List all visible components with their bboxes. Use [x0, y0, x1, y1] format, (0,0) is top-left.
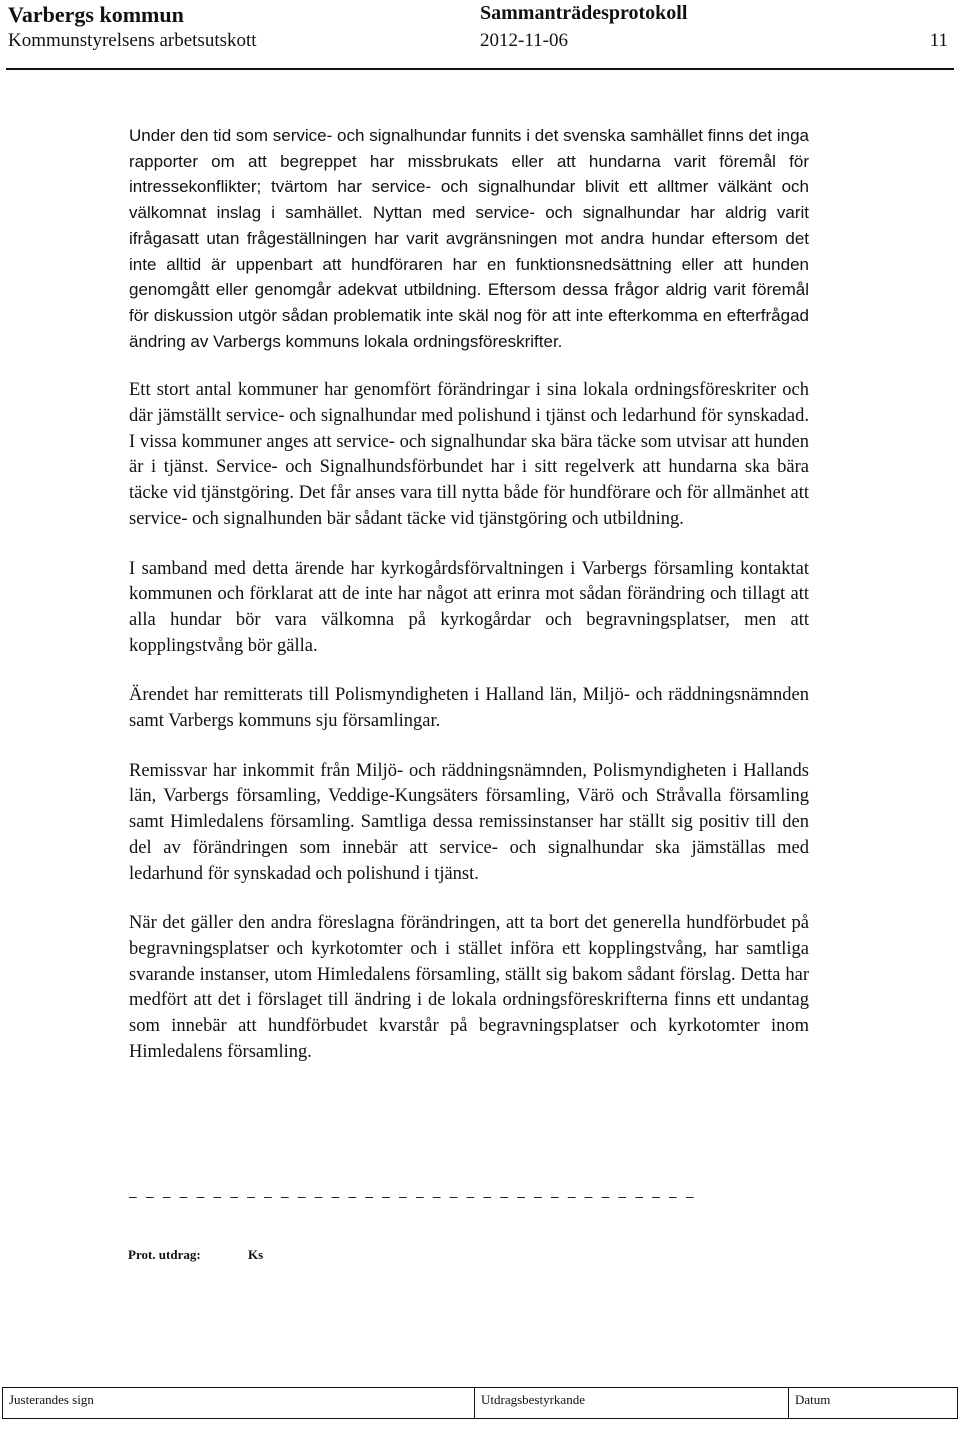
extract-value: Ks	[248, 1247, 264, 1262]
extract-label: Prot. utdrag:	[128, 1247, 201, 1262]
footer-datum: Datum	[795, 1392, 831, 1407]
paragraph-1: Under den tid som service- och signalhundar funnits i det svenska samhället finns det inga rapporter om att begreppet har missbrukats eller att hundarna varit föremål för intressekonflikter; tvärtom har service- och signalhundar blivit ett alltmer välkänt och välkomnat inslag i samhället. Nyttan med service- och signalhundar har aldrig varit ifrågasatt utan frågeställningen har varit avgränsningen mot andra hundar eftersom det inte alltid är uppenbart att hundföraren har en funktionsnedsättning eller att hunden genomgått eller genomgår adekvat utbildning. Eftersom dessa frågor aldrig varit föremål för diskussion utgör sådan problematik inte skäl nog för att inte efterkomma en efterfrågad ändring av Varbergs kommuns lokala ordningsföreskrifter.	[129, 126, 809, 351]
footer-utdragsbestyrkande: Utdragsbestyrkande	[475, 1388, 789, 1418]
separator-line: – – – – – – – – – – – – – – – – – – – – – – – – – – – – – – – – – –	[129, 1188, 697, 1204]
paragraph-3: I samband med detta ärende har kyrkogårdsförvaltningen i Varbergs församling kontaktat kommunen och förklarat att de inte har något att erinra mot sådan förändring och tillagt att alla hundar bör vara välkomna på kyrkogårdar och begravningsplatser, men att kopplingstvång bör gälla.	[129, 558, 809, 656]
paragraph-4: Ärendet har remitterats till Polismyndigheten i Halland län, Miljö- och räddningsnämnden samt Varbergs kommuns sju församlingar.	[129, 685, 809, 732]
signature-footer	[2, 1387, 958, 1419]
paragraph-6: När det gäller den andra föreslagna förändringen, att ta bort det generella hundförbudet på begravningsplatser och kyrkotomter och i stället införa ett kopplingstvång, har samtliga svarande instanser, utom Himledalens församling, ställt sig bakom sådant förslag. Detta har medfört att det i förslaget till ändring i de lokala ordningsföreskrifterna finns ett undantag som innebär att hundförbudet kvarstår på begravningsplatser och kyrkotomter inom Himledalens församling.	[129, 913, 809, 1062]
document-type: Sammanträdesprotokoll	[480, 2, 688, 24]
page-number: 11	[929, 30, 948, 51]
paragraph-2: Ett stort antal kommuner har genomfört förändringar i sina lokala ordningsföreskriter och där jämställt service- och signalhundar med polishund i tjänst och ledarhund för synskadad. I vissa kommuner anges att service- och signalhundar ska bära täcke som utvisar att hunden är i tjänst. Service- och Signalhundsförbundet har i sitt regelverk att hundarna ska bära täcke vid tjänstgöring. Det får anses vara till nytta både för hundförare och för allmänhet att service- och signalhunden bär sådant täcke vid tjänstgöring och utbildning.	[129, 380, 809, 529]
header-divider	[6, 68, 954, 70]
footer-justerandes-sign: Justerandes sign	[3, 1388, 475, 1418]
organization-name: Varbergs kommun	[8, 2, 184, 27]
document-body	[129, 123, 809, 1090]
meeting-date: 2012-11-06	[480, 30, 568, 51]
paragraph-5: Remissvar har inkommit från Miljö- och räddningsnämnden, Polismyndigheten i Hallands län, Varbergs församling, Veddige-Kungsäters församling, Värö och Stråvalla församling samt Himledalens församling. Samtliga dessa remissinstanser har ställt sig positiv till den del av förändringen som innebär att service- och signalhundar ska jämställas med ledarhund för synskadad och polishund i tjänst.	[129, 760, 809, 884]
committee-name: Kommunstyrelsens arbetsutskott	[8, 30, 257, 51]
